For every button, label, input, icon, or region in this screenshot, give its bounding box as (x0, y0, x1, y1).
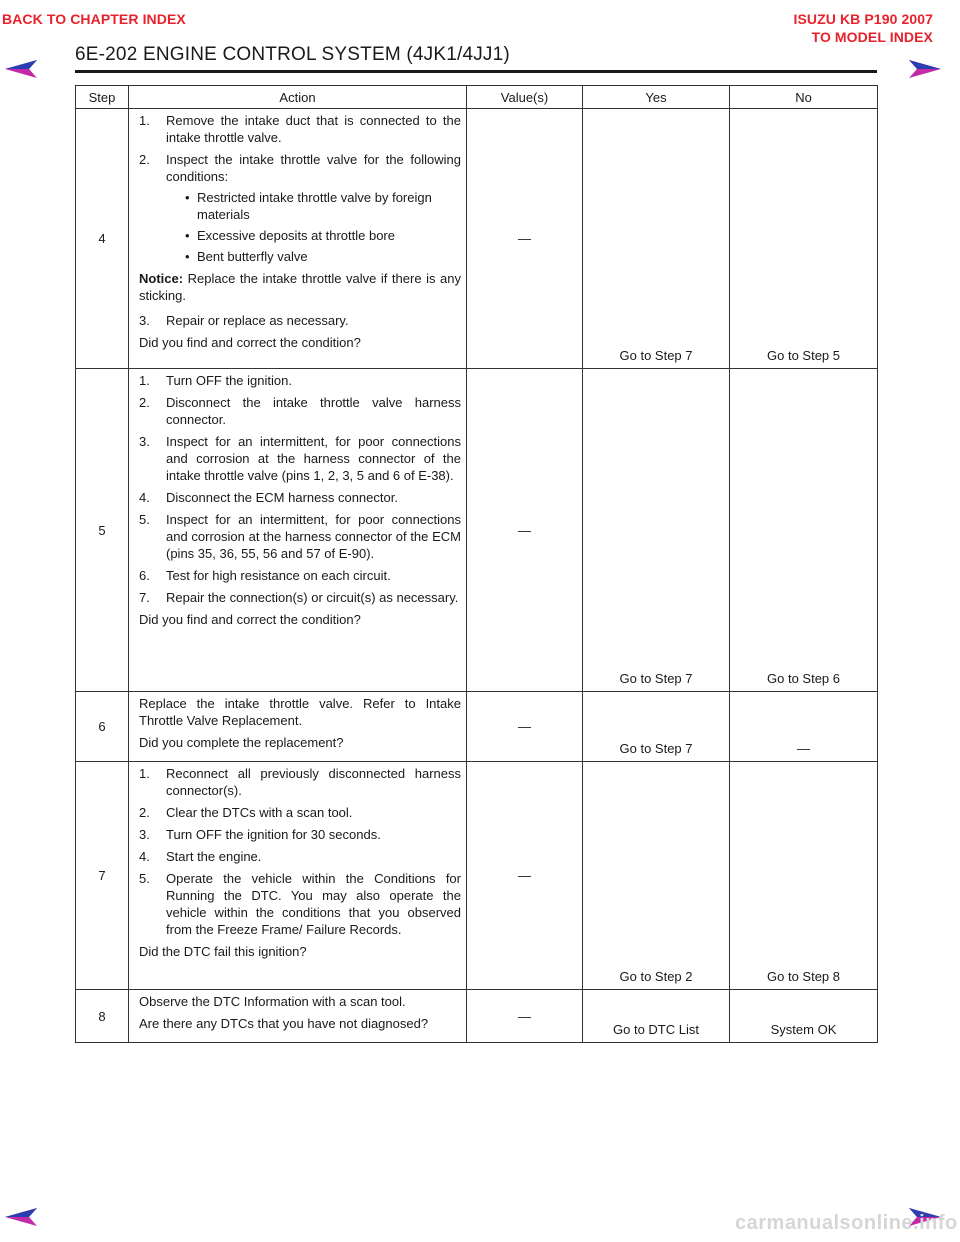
action-step: 7. Repair the connection(s) or circuit(s) as necessary. (139, 590, 459, 605)
action-cell (129, 692, 467, 762)
table-header-row (76, 86, 878, 109)
action-question: Did the DTC fail this ignition? (139, 944, 307, 959)
action-step: 5. Operate the vehicle within the Conditions for Running the DTC. You may also operate the vehicle within the conditions that you observed from the Freeze Frame/ Failure Records. (139, 871, 461, 937)
condition-bullet: • Restricted intake throttle valve by foreign materials (166, 189, 461, 223)
back-to-chapter-index-link[interactable]: BACK TO CHAPTER INDEX (2, 11, 186, 27)
column-header-values: Value(s) (467, 86, 583, 109)
step-number: 4 (76, 109, 129, 369)
table-row-step-6 (76, 692, 878, 762)
column-header-yes: Yes (583, 86, 730, 109)
action-step: 3. Inspect for an intermittent, for poor connections and corrosion at the harness connector of the intake throttle valve (pins 1, 2, 3, 5 and 6 of E-38). (139, 434, 461, 483)
condition-bullet: • Excessive deposits at throttle bore (166, 227, 461, 244)
value-cell: — (467, 990, 583, 1043)
step-number: 6 (76, 692, 129, 762)
action-step: 2. Disconnect the intake throttle valve harness connector. (139, 395, 461, 427)
value-cell: — (467, 762, 583, 990)
action-question: Are there any DTCs that you have not diagnosed? (139, 1016, 429, 1031)
action-step: 4. Disconnect the ECM harness connector. (139, 490, 398, 505)
no-cell: System OK (730, 990, 878, 1043)
yes-cell: Go to Step 7 (583, 692, 730, 762)
action-question: Did you find and correct the condition? (139, 335, 361, 350)
action-cell (129, 762, 467, 990)
no-cell: Go to Step 5 (730, 109, 878, 369)
previous-page-arrow-icon[interactable] (5, 1208, 37, 1226)
column-header-step: Step (76, 86, 129, 109)
action-step: 6. Test for high resistance on each circuit. (139, 568, 391, 583)
condition-bullet: • Bent butterfly valve (166, 248, 461, 265)
table-row-step-7 (76, 762, 878, 990)
notice: Notice: Replace the intake throttle valve if there is any sticking. (139, 271, 461, 303)
value-cell: — (467, 109, 583, 369)
action-step: 1. Reconnect all previously disconnected harness connector(s). (139, 766, 461, 798)
action-step: 2. Clear the DTCs with a scan tool. (139, 805, 353, 820)
yes-cell: Go to DTC List (583, 990, 730, 1043)
action-step: 1. Turn OFF the ignition. (139, 373, 292, 388)
action-step: 3. Repair or replace as necessary. (139, 313, 349, 328)
action-cell (129, 109, 467, 369)
no-cell: — (730, 692, 878, 762)
value-cell: — (467, 692, 583, 762)
next-page-arrow-icon[interactable] (909, 60, 941, 78)
page-title: 6E-202 ENGINE CONTROL SYSTEM (4JK1/4JJ1) (75, 44, 510, 65)
no-cell: Go to Step 8 (730, 762, 878, 990)
to-model-index-link[interactable]: TO MODEL INDEX (811, 29, 933, 45)
column-header-action: Action (129, 86, 467, 109)
diagnostic-table (75, 85, 878, 1043)
no-cell: Go to Step 6 (730, 369, 878, 692)
step-number: 5 (76, 369, 129, 692)
action-step: 4. Start the engine. (139, 849, 262, 864)
step-number: 8 (76, 990, 129, 1043)
yes-cell: Go to Step 7 (583, 369, 730, 692)
header-divider (75, 70, 877, 73)
action-text: Observe the DTC Information with a scan tool. (139, 994, 406, 1009)
action-question: Did you complete the replacement? (139, 735, 344, 750)
value-cell: — (467, 369, 583, 692)
watermark: carmanualsonline.info (735, 1212, 958, 1234)
action-question: Did you find and correct the condition? (139, 612, 361, 627)
yes-cell: Go to Step 2 (583, 762, 730, 990)
action-cell (129, 990, 467, 1043)
action-step: 1. Remove the intake duct that is connected to the intake throttle valve. (139, 113, 461, 145)
column-header-no: No (730, 86, 878, 109)
model-title-link[interactable]: ISUZU KB P190 2007 (793, 11, 933, 27)
action-text: Replace the intake throttle valve. Refer to Intake Throttle Valve Replacement. (139, 696, 461, 728)
previous-page-arrow-icon[interactable] (5, 60, 37, 78)
step-number: 7 (76, 762, 129, 990)
action-cell (129, 369, 467, 692)
action-step: 5. Inspect for an intermittent, for poor connections and corrosion at the harness connector of the ECM (pins 35, 36, 55, 56 and 57 of E-90). (139, 512, 461, 561)
action-step: 3. Turn OFF the ignition for 30 seconds. (139, 827, 381, 842)
action-step: 2. Inspect the intake throttle valve for the following conditions: • Restricted intake throttle valve by foreign materials • Excessive deposits at throttle bore • Bent butterfly valve (139, 151, 461, 265)
table-row-step-4 (76, 109, 878, 369)
table-row-step-5 (76, 369, 878, 692)
table-row-step-8 (76, 990, 878, 1043)
yes-cell: Go to Step 7 (583, 109, 730, 369)
